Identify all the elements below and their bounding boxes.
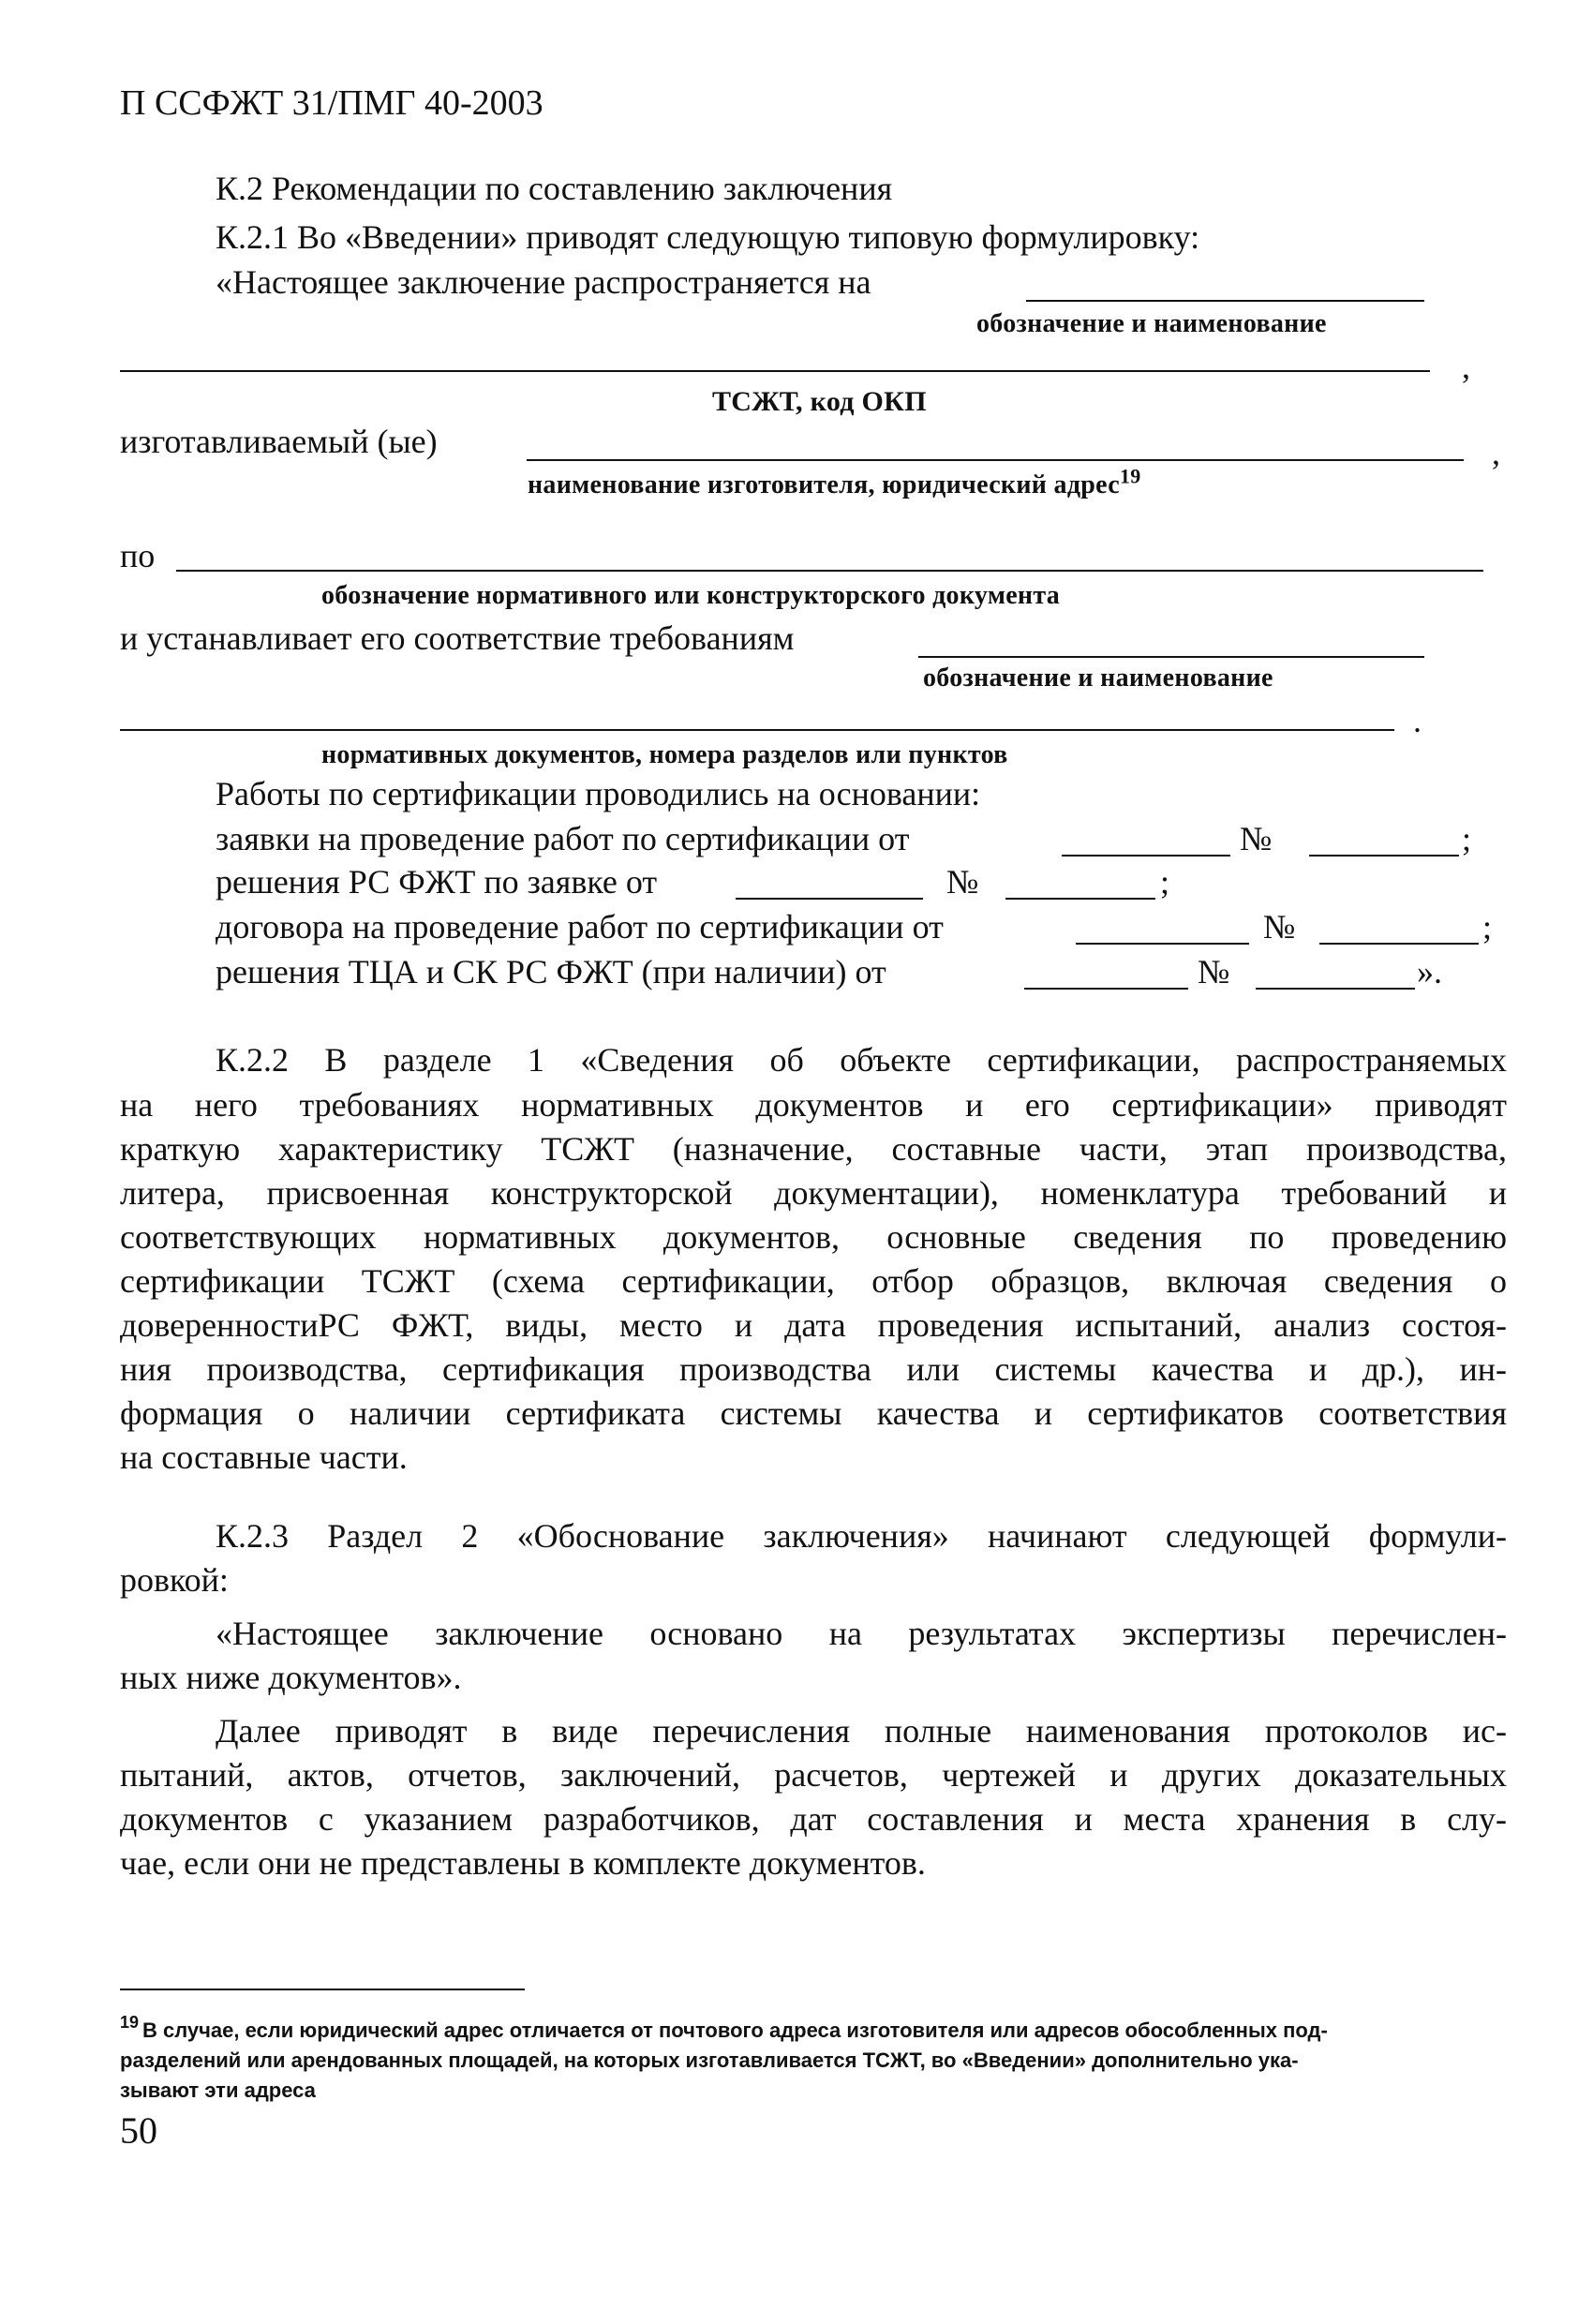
basis-item-4-end: ». [1417, 953, 1442, 991]
basis-item-4-number-blank [1256, 988, 1415, 990]
basis-item-2-no: № [946, 863, 979, 901]
form-hint-6: нормативных документов, номера разделов или пунктов [321, 740, 1008, 769]
k22-line-5: соответствующих нормативных документов, основные сведения по проведению [120, 1218, 1507, 1256]
form-line3-text: изготавливаемый (ые) [120, 423, 438, 460]
basis-item-1-no: № [1240, 820, 1273, 857]
basis-item-1-date-blank [1062, 855, 1230, 857]
section-title: К.2 Рекомендации по составлению заключения [216, 170, 893, 207]
basis-item-3-date-blank [1076, 943, 1249, 945]
basis-item-3-end: ; [1482, 908, 1493, 946]
form-blank-2 [120, 370, 1430, 372]
basis-item-2-number-blank [1005, 898, 1155, 900]
form-hint-4: обозначение нормативного или конструкторского документа [321, 581, 1061, 610]
basis-item-4-date-blank [1024, 988, 1188, 990]
form-hint-3-text: наименование изготовителя, юридический адрес [528, 470, 1120, 499]
form-blank-1 [1026, 300, 1424, 302]
form-blank-4 [176, 570, 1483, 572]
k23-line-6: пытаний, актов, отчетов, заключений, расчетов, чертежей и других доказательных [120, 1756, 1507, 1794]
footnote-ref: 19 [1119, 464, 1141, 488]
form-hint-3 [528, 464, 1141, 500]
footnote-line-1: В случае, если юридический адрес отличается от почтового адреса изготовителя или адресов обособленных под- [142, 2019, 1328, 2042]
form-blank-5 [918, 656, 1424, 658]
basis-item-2-end: ; [1160, 863, 1170, 901]
k23-line-2: ровкой: [120, 1561, 229, 1599]
form-hint-1: обозначение и наименование [976, 309, 1327, 338]
doc-code-header: П ССФЖТ 31/ПМГ 40-2003 [120, 83, 543, 123]
k23-line-1: К.2.3 Раздел 2 «Обоснование заключения» начинают следующей формули- [216, 1517, 1507, 1555]
k23-line-4: ных ниже документов». [120, 1659, 462, 1696]
form-blank-6 [120, 729, 1394, 731]
k22-line-1: К.2.2 В разделе 1 «Сведения об объекте сертификации, распространяемых [216, 1041, 1507, 1079]
form-period-6: . [1413, 702, 1422, 739]
k22-line-6: сертификации ТСЖТ (схема сертификации, отбор образцов, включая сведения о [120, 1262, 1507, 1300]
page-number: 50 [120, 2109, 157, 2152]
k23-line-8: чае, если они не представлены в комплекте документов. [120, 1844, 926, 1882]
k22-line-8: ния производства, сертификация производства или системы качества и др.), ин- [120, 1350, 1507, 1388]
k22-line-4: литера, присвоенная конструкторской документации), номенклатура требований и [120, 1174, 1507, 1212]
basis-item-1-label: заявки на проведение работ по сертификации от [216, 820, 910, 857]
footnote-separator [120, 1989, 525, 1990]
basis-item-4-label: решения ТЦА и СК РС ФЖТ (при наличии) от [216, 953, 886, 991]
form-line5-text: и устанавливает его соответствие требованиям [120, 619, 795, 657]
k22-line-10: на составные части. [120, 1438, 408, 1476]
form-blank-3 [527, 459, 1464, 461]
form-comma-3: , [1492, 434, 1500, 471]
basis-item-2-label: решения РС ФЖТ по заявке от [216, 863, 658, 901]
basis-title: Работы по сертификации проводились на основании: [216, 775, 981, 812]
k23-line-7: документов с указанием разработчиков, дат составления и места хранения в слу- [120, 1800, 1507, 1838]
k22-line-2: на него требованиях нормативных документов и его сертификации» приводят [120, 1086, 1507, 1124]
k23-line-5: Далее приводят в виде перечисления полные наименования протоколов ис- [216, 1712, 1507, 1750]
footnote-line-2: разделений или арендованных площадей, на которых изготавливается ТСЖТ, во «Введении» дополнительно ука- [120, 2048, 1299, 2072]
footnote-line-3: зывают эти адреса [120, 2078, 316, 2102]
form-line1-text: «Настоящее заключение распространяется на [216, 263, 871, 301]
footnote-mark: 19 [120, 2013, 140, 2032]
k21-intro: К.2.1 Во «Введении» приводят следующую типовую формулировку: [216, 218, 1200, 256]
k22-line-3: краткую характеристику ТСЖТ (назначение, составные части, этап производства, [120, 1130, 1507, 1168]
k22-line-7: доверенностиРС ФЖТ, виды, место и дата проведения испытаний, анализ состоя- [120, 1306, 1507, 1344]
basis-item-1-number-blank [1309, 855, 1459, 857]
form-hint-2: ТСЖТ, код ОКП [712, 386, 927, 417]
basis-item-3-label: договора на проведение работ по сертификации от [216, 908, 944, 946]
form-hint-5: обозначение и наименование [923, 663, 1273, 693]
form-comma-2: , [1462, 348, 1470, 385]
k23-line-3: «Настоящее заключение основано на результатах экспертизы перечислен- [216, 1615, 1507, 1652]
k22-line-9: формация о наличии сертификата системы качества и сертификатов соответствия [120, 1394, 1507, 1432]
basis-item-3-number-blank [1319, 943, 1479, 945]
basis-item-2-date-blank [736, 898, 923, 900]
basis-item-1-end: ; [1462, 820, 1472, 857]
form-line4-text: по [120, 537, 156, 574]
basis-item-3-no: № [1263, 908, 1296, 946]
basis-item-4-no: № [1198, 953, 1230, 991]
